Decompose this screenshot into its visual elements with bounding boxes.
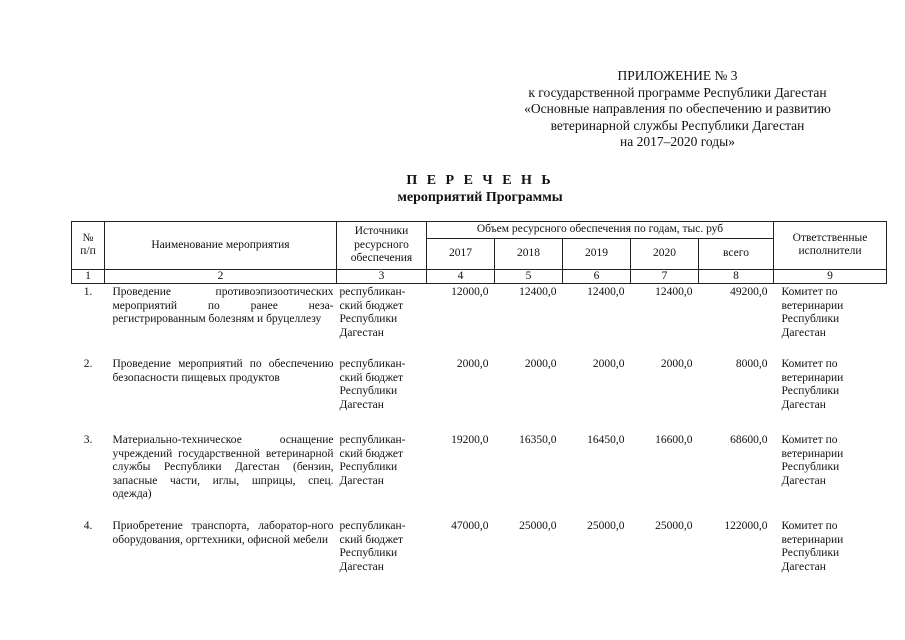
table-row (72, 432, 887, 518)
measure-name: Проведение противоэпизоотических мероприятий по ранее неза-регистрированным болезням и бруцеллезу (112, 286, 334, 325)
column-number: 8 (699, 269, 774, 284)
value-2018: 25000,0 (519, 520, 557, 532)
column-number: 9 (774, 269, 887, 284)
header-total: всего (699, 238, 774, 269)
value-2017: 12000,0 (451, 286, 489, 298)
value-2018: 2000,0 (524, 358, 557, 370)
row-number: 1. (83, 286, 93, 298)
value-total: 122000,0 (724, 520, 768, 532)
value-2020: 16600,0 (655, 434, 693, 446)
value-total: 68600,0 (730, 434, 768, 446)
appendix-line: на 2017–2020 годы» (620, 134, 735, 149)
row-number: 3. (83, 434, 93, 446)
value-2019: 16450,0 (587, 434, 625, 446)
executor: Комитет по ветеринарии Республики Дагестан (781, 358, 844, 411)
executor: Комитет по ветеринарии Республики Дагестан (781, 434, 844, 487)
document-title (300, 172, 660, 206)
column-number: 3 (337, 269, 427, 284)
row-number: 4. (83, 520, 93, 532)
column-number: 6 (563, 269, 631, 284)
appendix-line: ветеринарной службы Республики Дагестан (550, 117, 805, 133)
value-total: 8000,0 (735, 358, 768, 370)
title-main: П Е Р Е Ч Е Н Ь (406, 173, 554, 188)
value-2020: 12400,0 (655, 286, 693, 298)
column-number: 2 (105, 269, 337, 284)
value-2017: 47000,0 (451, 520, 489, 532)
column-number: 7 (631, 269, 699, 284)
measure-name: Материально-техническое оснащение учреждений государственной ветеринарной службы Республики Дагестан (бензин, запасные части, иглы, шприцы, спец. одежда) (112, 434, 334, 500)
appendix-line: «Основные направления по обеспечению и развитию (524, 101, 831, 116)
measure-name: Приобретение транспорта, лаборатор-ного оборудования, оргтехники, офисной мебели (112, 520, 334, 546)
header-source: Источники ресурсного обеспечения (337, 222, 427, 270)
header-num: № п/п (72, 222, 105, 270)
funding-source: республикан- ский бюджет Республики Дагестан (339, 358, 406, 411)
table-row (72, 518, 887, 610)
measures-table (71, 221, 887, 610)
value-2019: 2000,0 (592, 358, 625, 370)
appendix-block (480, 68, 875, 151)
value-2019: 25000,0 (587, 520, 625, 532)
appendix-number: ПРИЛОЖЕНИЕ № 3 (617, 68, 738, 83)
funding-source: республикан- ский бюджет Республики Дагестан (339, 520, 406, 573)
value-total: 49200,0 (730, 286, 768, 298)
header-name: Наименование мероприятия (105, 222, 337, 270)
executor: Комитет по ветеринарии Республики Дагестан (781, 286, 844, 339)
value-2018: 16350,0 (519, 434, 557, 446)
column-number: 4 (427, 269, 495, 284)
column-number: 1 (72, 269, 105, 284)
value-2020: 25000,0 (655, 520, 693, 532)
table-row (72, 356, 887, 432)
header-year-2019: 2019 (563, 238, 631, 269)
funding-source: республикан- ский бюджет Республики Дагестан (339, 434, 406, 487)
header-year-2017: 2017 (427, 238, 495, 269)
value-2017: 19200,0 (451, 434, 489, 446)
table-row (72, 284, 887, 357)
header-year-2020: 2020 (631, 238, 699, 269)
header-volume: Объем ресурсного обеспечения по годам, тыс. руб (427, 222, 774, 239)
column-number: 5 (495, 269, 563, 284)
funding-source: республикан- ский бюджет Республики Дагестан (339, 286, 406, 339)
value-2018: 12400,0 (519, 286, 557, 298)
header-year-2018: 2018 (495, 238, 563, 269)
measure-name: Проведение мероприятий по обеспечению безопасности пищевых продуктов (112, 358, 334, 384)
value-2017: 2000,0 (456, 358, 489, 370)
row-number: 2. (83, 358, 93, 370)
value-2019: 12400,0 (587, 286, 625, 298)
title-sub: мероприятий Программы (397, 190, 563, 205)
value-2020: 2000,0 (660, 358, 693, 370)
executor: Комитет по ветеринарии Республики Дагестан (781, 520, 844, 573)
header-executors: Ответственные исполнители (774, 222, 887, 270)
appendix-line: к государственной программе Республики Дагестан (528, 84, 827, 100)
column-numbers-row (72, 269, 887, 284)
